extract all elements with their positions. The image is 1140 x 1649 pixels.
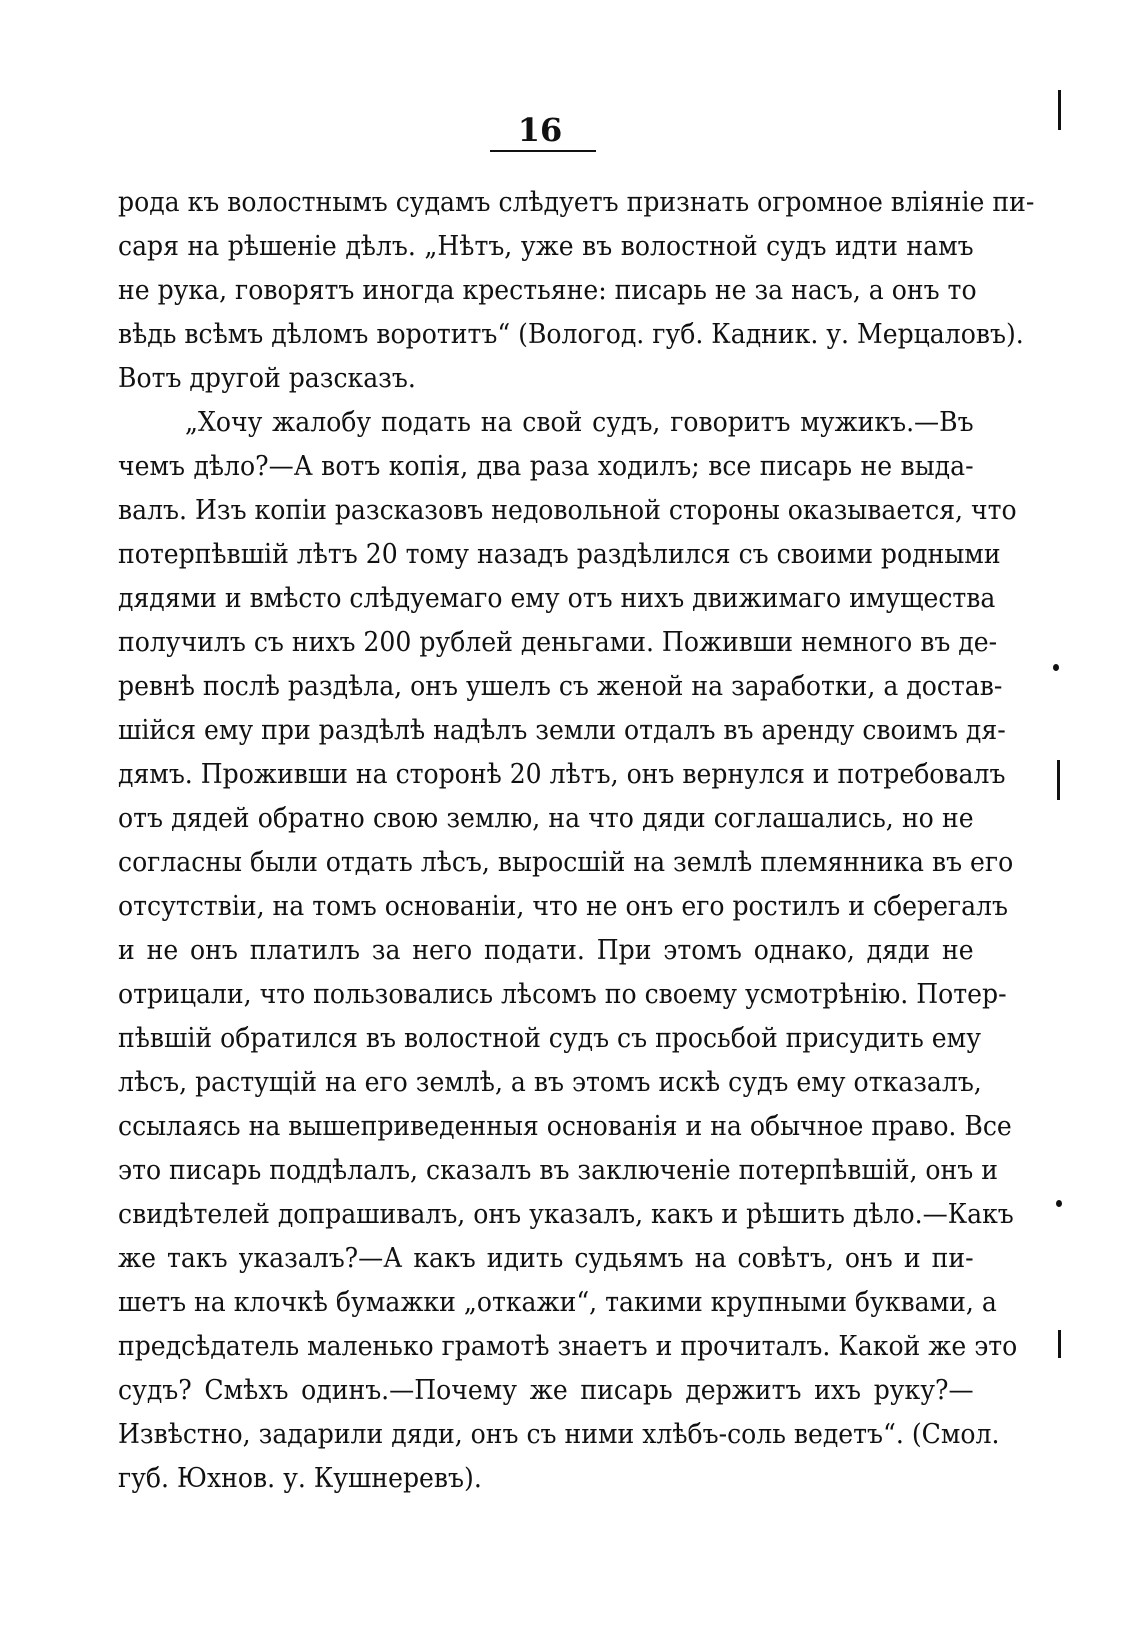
text-line: отрицали, что пользовались лѣсомъ по своему усмотрѣнію. Потер- — [118, 979, 1007, 1010]
margin-mark — [1058, 90, 1061, 130]
page-number-rule — [490, 150, 596, 152]
text-line: дядями и вмѣсто слѣдуемаго ему отъ нихъ движимаго имущества — [118, 583, 996, 614]
text-line: свидѣтелей допрашивалъ, онъ указалъ, какъ и рѣшить дѣло.—Какъ — [118, 1199, 1014, 1230]
text-line: ссылаясь на вышеприведенныя основанія и на обычное право. Все — [118, 1111, 1012, 1142]
text-line: шетъ на клочкѣ бумажки „откажи“, такими крупными буквами, а — [118, 1287, 997, 1318]
text-line: судъ? Смѣхъ одинъ.—Почему же писарь держитъ ихъ руку?— — [118, 1375, 974, 1406]
text-line: получилъ съ нихъ 200 рублей деньгами. Поживши немного въ де- — [118, 627, 998, 658]
text-line: губ. Юхнов. у. Кушнеревъ). — [118, 1463, 482, 1494]
text-line: рода къ волостнымъ судамъ слѣдуетъ признать огромное вліяніе пи- — [118, 187, 1035, 218]
text-line: саря на рѣшеніе дѣлъ. „Нѣтъ, уже въ волостной судъ идти намъ — [118, 231, 974, 262]
text-line: предсѣдатель маленько грамотѣ знаетъ и прочиталъ. Какой же это — [118, 1331, 1018, 1362]
text-line: же такъ указалъ?—А какъ идить судьямъ на совѣтъ, онъ и пи- — [118, 1243, 974, 1274]
text-line: шійся ему при раздѣлѣ надѣлъ земли отдалъ въ аренду своимъ дя- — [118, 715, 1006, 746]
margin-mark — [1053, 664, 1059, 671]
margin-mark — [1057, 760, 1060, 800]
text-line: не рука, говорятъ иногда крестьяне: писарь не за насъ, а онъ то — [118, 275, 977, 306]
text-line: отсутствіи, на томъ основаніи, что не онъ его ростилъ и сберегалъ — [118, 891, 1008, 922]
text-line: это писарь поддѣлалъ, сказалъ въ заключеніе потерпѣвшій, онъ и — [118, 1155, 998, 1186]
text-line: валъ. Изъ копіи разсказовъ недовольной стороны оказывается, что — [118, 495, 1017, 526]
margin-mark — [1058, 1330, 1061, 1358]
body-text — [118, 181, 1035, 1501]
text-line: пѣвшій обратился въ волостной судъ съ просьбой присудить ему — [118, 1023, 981, 1054]
text-line: дямъ. Проживши на сторонѣ 20 лѣтъ, онъ вернулся и потребовалъ — [118, 759, 1006, 790]
text-line: отъ дядей обратно свою землю, на что дяди соглашались, но не — [118, 803, 974, 834]
text-line: Извѣстно, задарили дяди, онъ съ ними хлѣбъ-соль ведетъ“. (Смол. — [118, 1419, 1000, 1450]
text-line: лѣсъ, растущій на его землѣ, а въ этомъ искѣ судъ ему отказалъ, — [118, 1067, 982, 1098]
page-number: 16 — [517, 111, 563, 149]
text-line: потерпѣвшій лѣтъ 20 тому назадъ раздѣлился съ своими родными — [118, 539, 1001, 570]
margin-mark — [1056, 1200, 1062, 1207]
text-line: чемъ дѣло?—А вотъ копія, два раза ходилъ; все писарь не выда- — [118, 451, 974, 482]
text-line: вѣдь всѣмъ дѣломъ воротитъ“ (Вологод. губ. Кадник. у. Мерцаловъ). — [118, 319, 1024, 350]
text-line: „Хочу жалобу подать на свой судъ, говоритъ мужикъ.—Въ — [184, 407, 974, 438]
text-line: и не онъ платилъ за него подати. При этомъ однако, дяди не — [118, 935, 974, 966]
text-line: ревнѣ послѣ раздѣла, онъ ушелъ съ женой на заработки, а достав- — [118, 671, 1003, 702]
text-line: согласны были отдать лѣсъ, выросшій на землѣ племянника въ его — [118, 847, 1014, 878]
text-line: Вотъ другой разсказъ. — [118, 363, 416, 394]
